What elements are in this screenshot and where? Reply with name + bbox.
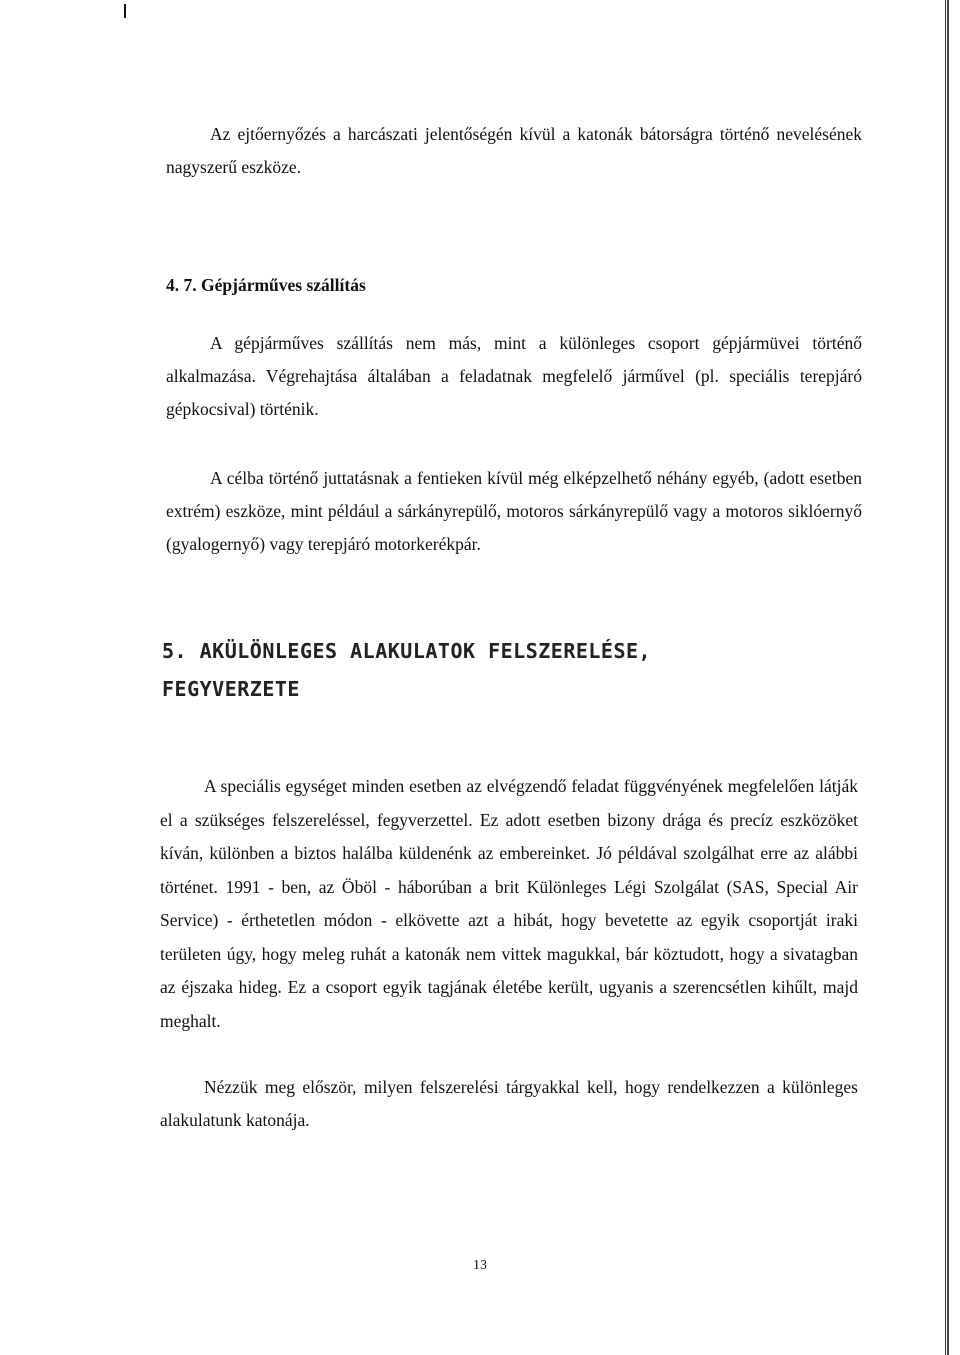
chapter-heading-line-2: FEGYVERZETE (162, 677, 300, 701)
paragraph-vehicle-transport: A gépjárműves szállítás nem más, mint a különleges csoport gépjármüvei történő alkalmazása. Végrehajtása általában a feladatnak megfelelő járművel (pl. speciális terepjáró gépkocsival) történik. (166, 333, 862, 419)
chapter-heading-line-1: 5. AKÜLÖNLEGES ALAKULATOK FELSZERELÉSE, (162, 639, 652, 663)
section-heading-vehicle-transport: 4. 7. Gépjárműves szállítás (166, 275, 366, 295)
paragraph-delivery-means: A célba történő juttatásnak a fentieken kívül még elképzelhető néhány egyéb, (adott esetben extrém) eszköze, mint például a sárkányrepülő, motoros sárkányrepülő vagy a motoros siklóernyő (gyalogernyő) vagy terepjáró motorkerékpár. (166, 468, 862, 554)
paragraph-parachuting: Az ejtőernyőzés a harcászati jelentőségén kívül a katonák bátorságra történő nevelésének nagyszerű eszköze. (166, 124, 862, 177)
paragraph-equipment-story: A speciális egységet minden esetben az elvégzendő feladat függvényének megfelelően látják el a szükséges felszereléssel, fegyverzettel. Ez adott esetben bizony drága és precíz eszközöket kíván, különben a biztos halálba küldenénk az embereinket. Jó példával szolgálhat erre az alábbi történet. 1991 - ben, az Öböl - háborúban a brit Különleges Légi Szolgálat (SAS, Special Air Service) - érthetetlen módon - elkövette azt a hibát, hogy bevetette az egyik csoportját iraki területen úgy, hogy meleg ruhát a katonák nem vittek magukkal, bár köztudott, hogy a sivatagban az éjszaka hideg. Ez a csoport egyik tagjának életébe került, ugyanis a szerencsétlen kihűlt, majd meghalt. (160, 776, 858, 1031)
scan-mark (124, 4, 126, 18)
chapter-heading-equipment (162, 632, 762, 708)
paragraph-equipment-intro: Nézzük meg először, milyen felszerelési tárgyakkal kell, hogy rendelkezzen a különleges alakulatunk katonája. (160, 1077, 858, 1130)
page-number: 13 (473, 1258, 487, 1273)
scan-edge (944, 0, 950, 1355)
